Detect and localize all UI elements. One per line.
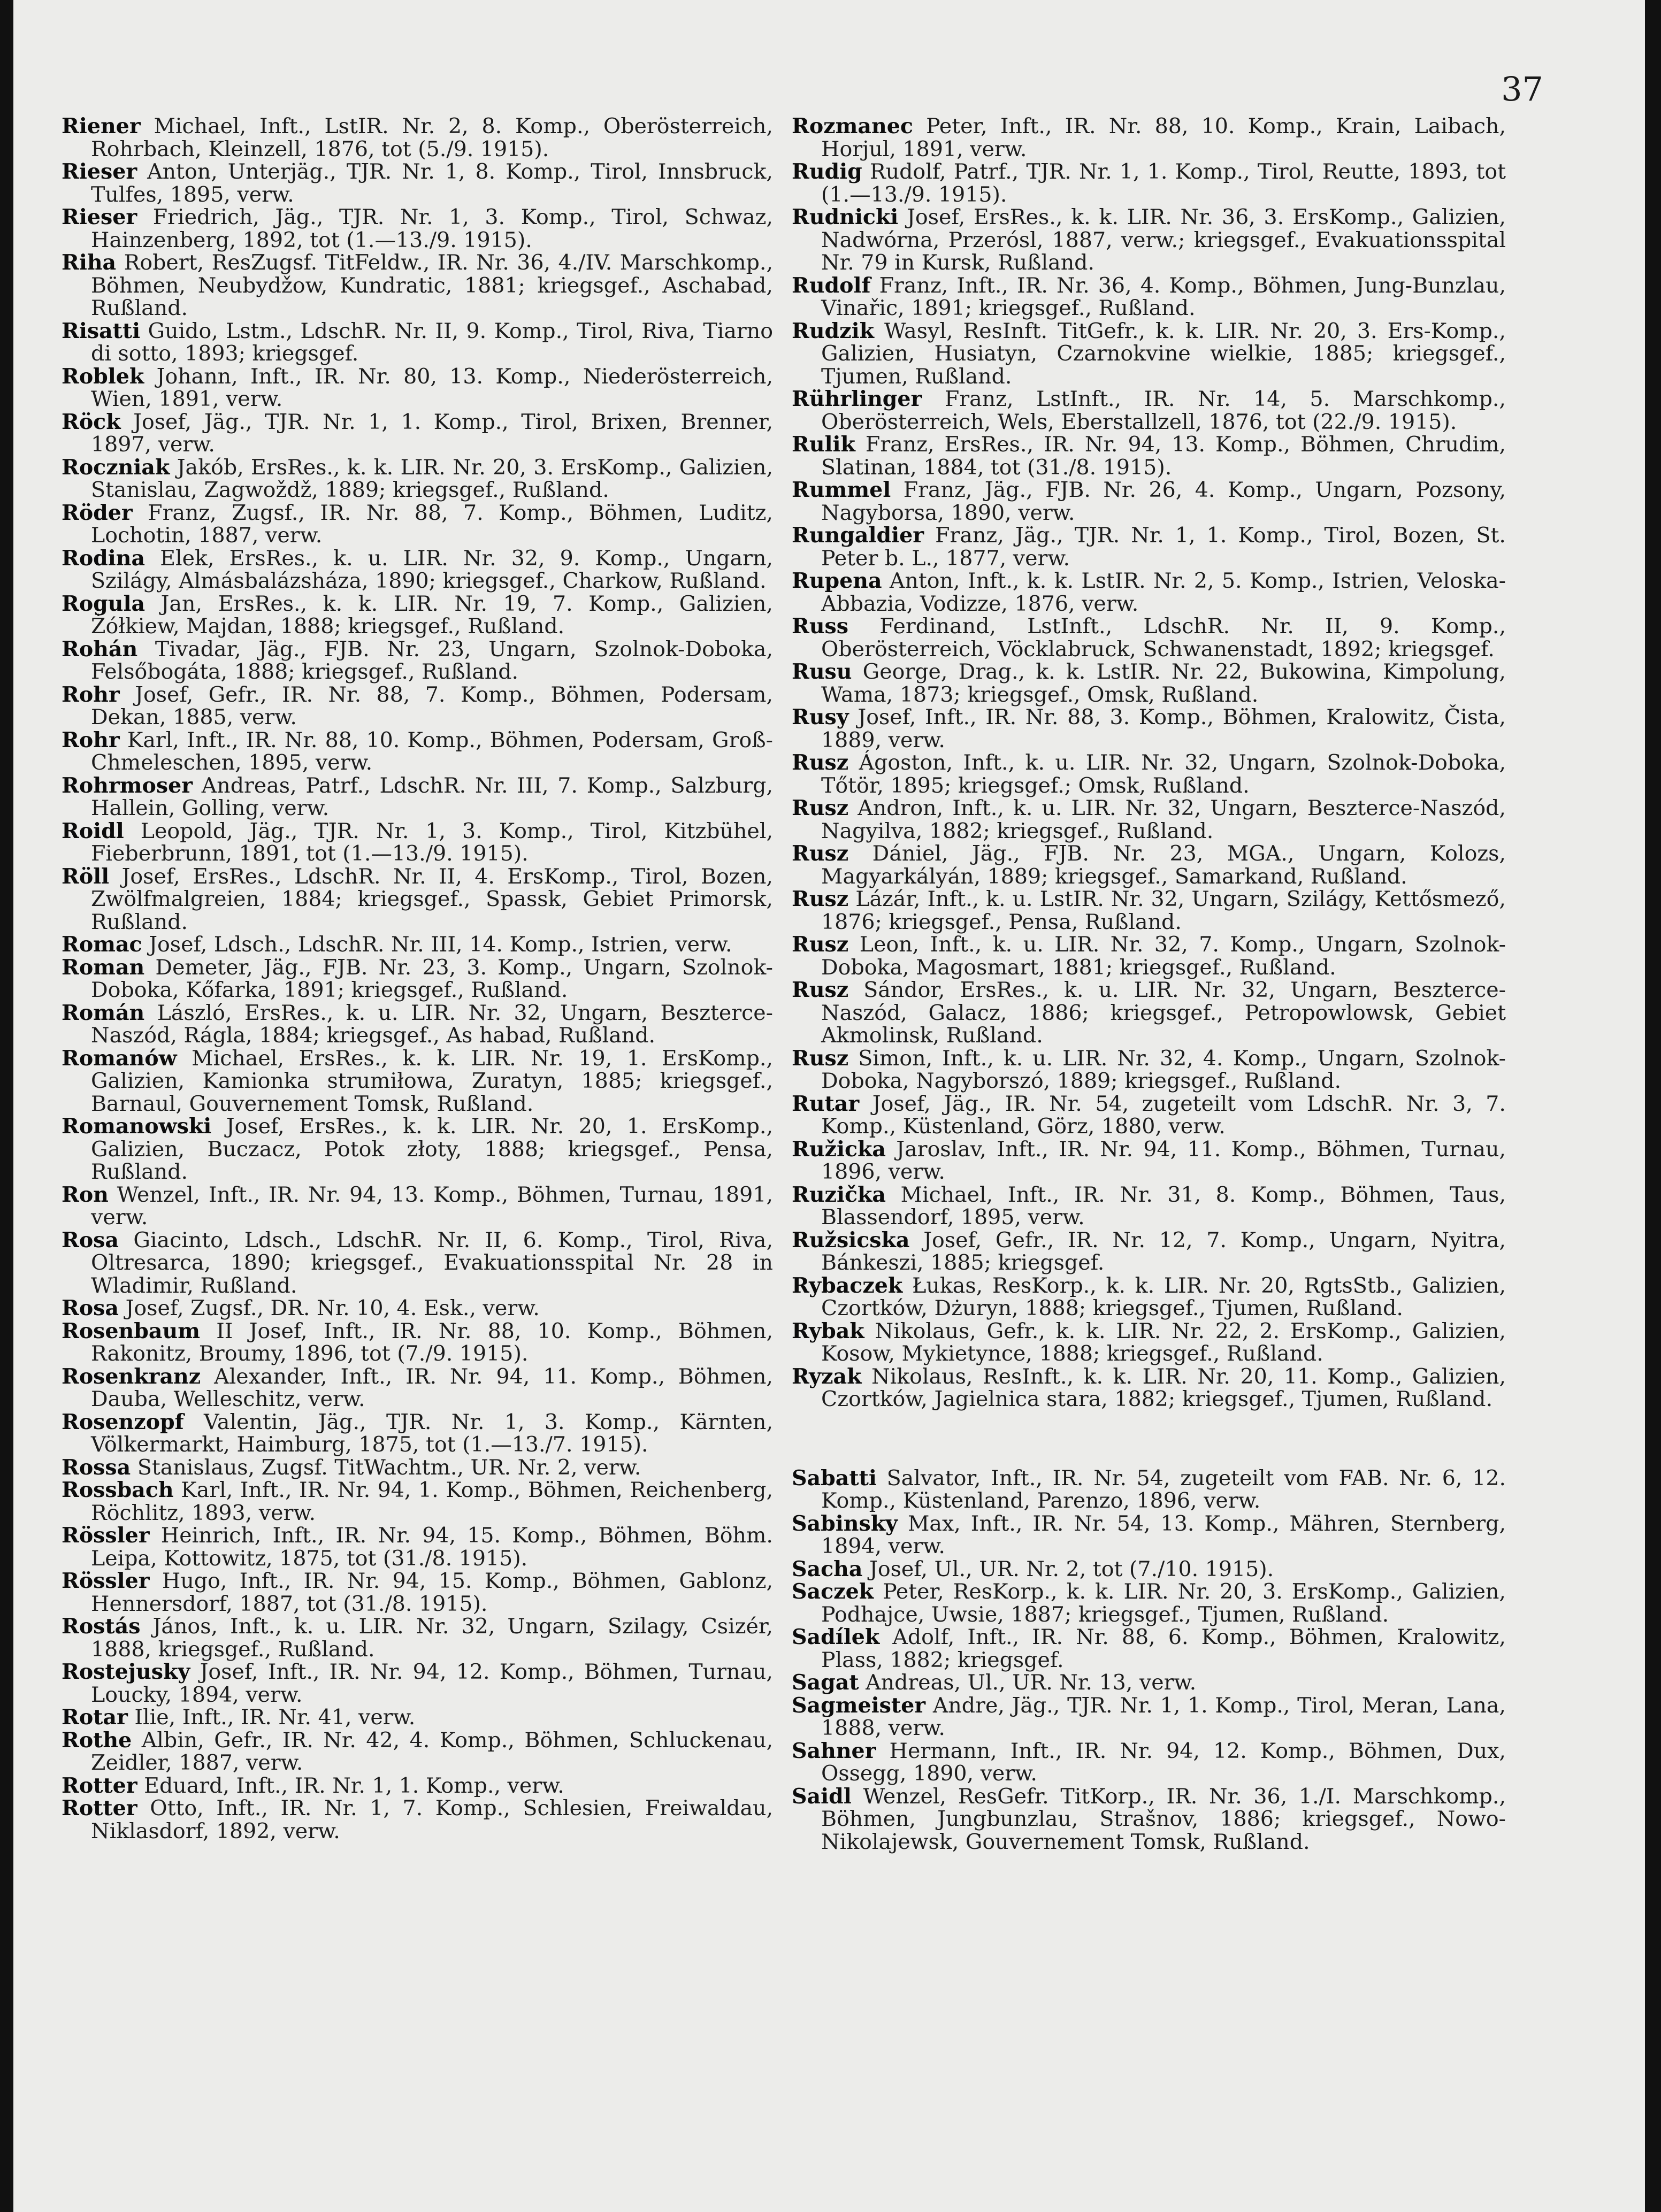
register-entry: [62, 956, 773, 1002]
entry-surname: Roblek: [62, 364, 144, 389]
entry-details: Johann, Inft., IR. Nr. 80, 13. Komp., Niederösterreich, Wien, 1891, verw.: [91, 364, 773, 411]
entry-details: Michael, Inft., IR. Nr. 31, 8. Komp., Böhmen, Taus, Blassendorf, 1895, verw.: [821, 1182, 1506, 1230]
entry-details: Franz, Zugsf., IR. Nr. 88, 7. Komp., Böhmen, Luditz, Lochotin, 1887, verw.: [91, 500, 773, 548]
entry-surname: Rusz: [792, 932, 849, 957]
entry-details: László, ErsRes., k. u. LIR. Nr. 32, Ungarn, Beszterce-Naszód, Rágla, 1884; kriegsgef., As habad, Rußland.: [91, 1000, 774, 1048]
entry-surname: Rybak: [792, 1318, 864, 1343]
register-entry: [62, 1615, 773, 1661]
entry-surname: Rudzik: [792, 318, 874, 343]
register-entry: [792, 274, 1506, 320]
register-entry: [62, 1661, 773, 1706]
entry-details: Robert, ResZugsf. TitFeldw., IR. Nr. 36, 4./IV. Marschkomp., Böhmen, Neubydžow, Kundratic, 1881; kriegsgef., Aschabad, Rußland.: [91, 250, 773, 320]
entry-details: Ilie, Inft., IR. Nr. 41, verw.: [134, 1705, 416, 1730]
entry-surname: Rieser: [62, 159, 137, 184]
register-entry: [62, 933, 773, 956]
entry-details: Eduard, Inft., IR. Nr. 1, 1. Komp., verw.: [144, 1773, 564, 1798]
entry-details: Ferdinand, LstInft., LdschR. Nr. II, 9. Komp., Oberösterreich, Vöcklabruck, Schwanenstadt, 1892; kriegsgef.: [821, 614, 1506, 662]
entry-details: Jaroslav, Inft., IR. Nr. 94, 11. Komp., Böhmen, Turnau, 1896, verw.: [821, 1136, 1506, 1184]
entry-details: Josef, ErsRes., k. k. LIR. Nr. 36, 3. ErsKomp., Galizien, Nadwórna, Przerósl, 1887, verw.; kriegsgef., Evakuationsspital Nr. 79 in Kursk, Rußland.: [821, 205, 1506, 275]
entry-details: Hermann, Inft., IR. Nr. 94, 12. Komp., Böhmen, Dux, Ossegg, 1890, verw.: [821, 1738, 1506, 1786]
entry-surname: Rusu: [792, 659, 852, 684]
entry-details: Alexander, Inft., IR. Nr. 94, 11. Komp., Böhmen, Dauba, Welleschitz, verw.: [91, 1364, 773, 1411]
register-entry: [792, 1093, 1506, 1138]
register-entry: [792, 979, 1506, 1047]
entry-surname: Rungaldier: [792, 523, 924, 548]
register-entry: [62, 115, 773, 160]
entry-details: Łukas, ResKorp., k. k. LIR. Nr. 20, RgtsStb., Galizien, Czortków, Dżuryn, 1888; kriegsgef., Tjumen, Rußland.: [821, 1273, 1506, 1320]
entry-surname: Sahner: [792, 1738, 876, 1763]
entry-surname: Romac: [62, 932, 142, 957]
register-entry: [62, 1365, 773, 1411]
entry-surname: Rummel: [792, 478, 891, 502]
entry-details: Andreas, Patrf., LdschR. Nr. III, 7. Komp., Salzburg, Hallein, Golling, verw.: [91, 773, 773, 820]
register-entry: [62, 774, 773, 820]
entry-details: Ágoston, Inft., k. u. LIR. Nr. 32, Ungarn, Szolnok-Doboka, Tőtör, 1895; kriegsgef.; Omsk, Rußland.: [821, 750, 1506, 798]
entry-details: George, Drag., k. k. LstIR. Nr. 22, Bukowina, Kimpolung, Wama, 1873; kriegsgef., Omsk, Rußland.: [821, 659, 1506, 707]
register-entry: [62, 865, 773, 934]
register-entry: [62, 1706, 773, 1729]
entry-surname: Risatti: [62, 318, 141, 343]
entry-surname: Rosenkranz: [62, 1364, 201, 1389]
entry-details: Franz, Jäg., TJR. Nr. 1, 1. Komp., Tirol, Bozen, St. Peter b. L., 1877, verw.: [821, 523, 1506, 571]
entry-surname: Rybaczek: [792, 1273, 903, 1298]
register-entry: [792, 1785, 1506, 1854]
entry-surname: Rozmanec: [792, 114, 913, 139]
register-entry: [62, 593, 773, 638]
entry-details: Sándor, ErsRes., k. u. LIR. Nr. 32, Ungarn, Beszterce-Naszód, Galacz, 1886; kriegsgef., Petropowlowsk, Gebiet Akmolinsk, Rußland.: [821, 978, 1506, 1048]
entry-details: Simon, Inft., k. u. LIR. Nr. 32, 4. Komp., Ungarn, Szolnok-Doboka, Nagyborszó, 1889; kriegsgef., Rußland.: [821, 1046, 1506, 1093]
entry-surname: Röder: [62, 500, 133, 525]
entry-surname: Saczek: [792, 1579, 874, 1604]
entry-details: Peter, ResKorp., k. k. LIR. Nr. 20, 3. ErsKomp., Galizien, Podhajce, Uwsie, 1887; kriegsgef., Tjumen, Rußland.: [821, 1579, 1506, 1627]
entry-details: Josef, Jäg., TJR. Nr. 1, 1. Komp., Tirol, Brixen, Brenner, 1897, verw.: [91, 409, 773, 457]
entry-surname: Rutar: [792, 1091, 860, 1116]
register-entry: [792, 1512, 1506, 1558]
entry-details: Josef, Jäg., IR. Nr. 54, zugeteilt vom LdschR. Nr. 3, 7. Komp., Küstenland, Görz, 1880, verw.: [821, 1091, 1506, 1139]
register-entry: [62, 206, 773, 251]
register-entry: [792, 751, 1506, 797]
entry-surname: Rusz: [792, 841, 849, 866]
entry-surname: Sabatti: [792, 1465, 877, 1491]
left-column: [62, 115, 773, 1842]
entry-surname: Rössler: [62, 1523, 150, 1548]
register-entry: [62, 820, 773, 865]
entry-details: Jakób, ErsRes., k. k. LIR. Nr. 20, 3. ErsKomp., Galizien, Stanislau, Zagwoždž, 1889; kriegsgef., Rußland.: [91, 455, 773, 502]
entry-details: Rudolf, Patrf., TJR. Nr. 1, 1. Komp., Tirol, Reutte, 1893, tot (1.—13./9. 1915).: [821, 159, 1506, 207]
register-entry: [792, 115, 1506, 160]
register-entry: [62, 1570, 773, 1615]
entry-details: Max, Inft., IR. Nr. 54, 13. Komp., Mähren, Sternberg, 1894, verw.: [821, 1511, 1506, 1558]
register-entry: [792, 1047, 1506, 1093]
entry-details: Anton, Inft., k. k. LstIR. Nr. 2, 5. Komp., Istrien, Veloska-Abbazia, Vodizze, 1876, verw.: [821, 569, 1506, 616]
register-entry: [792, 433, 1506, 479]
entry-surname: Rohrmoser: [62, 773, 193, 798]
register-entry: [62, 1729, 773, 1775]
register-entry: [62, 1797, 773, 1842]
entry-details: Demeter, Jäg., FJB. Nr. 23, 3. Komp., Ungarn, Szolnok-Doboka, Kőfarka, 1891; kriegsgef., Rußland.: [91, 955, 773, 1002]
entry-details: Guido, Lstm., LdschR. Nr. II, 9. Komp., Tirol, Riva, Tiarno di sotto, 1893; kriegsgef.: [91, 318, 773, 366]
entry-surname: Rohán: [62, 636, 138, 662]
entry-details: Hugo, Inft., IR. Nr. 94, 15. Komp., Böhmen, Gablonz, Hennersdorf, 1887, tot (31./8. 1915).: [91, 1569, 773, 1616]
register-entry: [62, 1456, 773, 1479]
register-entry: [792, 1229, 1506, 1274]
register-entry: [792, 1184, 1506, 1229]
register-entry: [792, 1320, 1506, 1365]
entry-surname: Rodina: [62, 546, 146, 571]
entry-details: Josef, Zugsf., DR. Nr. 10, 4. Esk., verw.: [125, 1296, 540, 1320]
register-entry: [62, 547, 773, 593]
entry-surname: Rostás: [62, 1614, 141, 1639]
register-entry: [792, 1138, 1506, 1184]
entry-surname: Saidl: [792, 1784, 852, 1809]
register-entry: [792, 1626, 1506, 1671]
entry-details: Wenzel, Inft., IR. Nr. 94, 13. Komp., Böhmen, Turnau, 1891, verw.: [91, 1182, 773, 1230]
entry-surname: Rosenzopf: [62, 1409, 184, 1434]
register-entry: [792, 1671, 1506, 1694]
entry-surname: Sabinsky: [792, 1511, 898, 1536]
register-entry: [792, 388, 1506, 433]
entry-surname: Rusz: [792, 978, 849, 1002]
entry-surname: Rührlinger: [792, 387, 922, 411]
entry-details: Anton, Unterjäg., TJR. Nr. 1, 8. Komp., Tirol, Innsbruck, Tulfes, 1895, verw.: [91, 159, 773, 207]
entry-surname: Román: [62, 1000, 145, 1025]
entry-details: Tivadar, Jäg., FJB. Nr. 23, Ungarn, Szolnok-Doboka, Felsőbogáta, 1888; kriegsgef., Rußland.: [91, 636, 774, 684]
entry-surname: Sagat: [792, 1670, 859, 1695]
entry-details: Josef, Inft., IR. Nr. 94, 12. Komp., Böhmen, Turnau, Loucky, 1894, verw.: [91, 1660, 773, 1707]
entry-details: Karl, Inft., IR. Nr. 94, 1. Komp., Böhmen, Reichenberg, Röchlitz, 1893, verw.: [91, 1478, 773, 1525]
entry-surname: Sadílek: [792, 1625, 880, 1649]
register-entry: [62, 456, 773, 502]
entry-details: Friedrich, Jäg., TJR. Nr. 1, 3. Komp., Tirol, Schwaz, Hainzenberg, 1892, tot (1.—13./9. 1915).: [91, 205, 773, 252]
entry-details: II Josef, Inft., IR. Nr. 88, 10. Komp., Böhmen, Rakonitz, Broumy, 1896, tot (7./9. 1915).: [91, 1318, 773, 1366]
entry-surname: Röck: [62, 409, 121, 434]
entry-surname: Rotar: [62, 1705, 128, 1730]
entry-surname: Rossbach: [62, 1478, 174, 1502]
entry-surname: Rotter: [62, 1773, 137, 1798]
entry-details: Wasyl, ResInft. TitGefr., k. k. LIR. Nr. 20, 3. Ers-Komp., Galizien, Husiatyn, Czarnokvine wielkie, 1885; kriegsgef., Tjumen, Rußland.: [821, 318, 1506, 389]
register-entry: [62, 1524, 773, 1570]
entry-surname: Rosenbaum: [62, 1318, 200, 1343]
entry-details: János, Inft., k. u. LIR. Nr. 32, Ungarn, Szilagy, Csizér, 1888, kriegsgef., Rußland.: [91, 1614, 773, 1662]
entry-surname: Rusz: [792, 796, 849, 820]
page-number: 37: [1501, 70, 1543, 109]
entry-details: Lázár, Inft., k. u. LstIR. Nr. 32, Ungarn, Szilágy, Kettősmező, 1876; kriegsgef., Pensa, Rußland.: [821, 887, 1506, 934]
register-entry: [62, 411, 773, 456]
register-entry: [792, 660, 1506, 706]
entry-details: Nikolaus, ResInft., k. k. LIR. Nr. 20, 11. Komp., Galizien, Czortków, Jagielnica stara, 1882; kriegsgef., Tjumen, Rußland.: [821, 1364, 1506, 1411]
entry-surname: Ružicka: [792, 1136, 886, 1162]
register-entry: [792, 570, 1506, 615]
document-page: [13, 0, 1645, 2212]
entry-surname: Riener: [62, 114, 141, 139]
register-entry: [62, 729, 773, 774]
entry-surname: Rössler: [62, 1569, 150, 1593]
entry-details: Josef, Ul., UR. Nr. 2, tot (7./10. 1915).: [869, 1556, 1274, 1581]
register-entry: [792, 1274, 1506, 1320]
entry-details: Leopold, Jäg., TJR. Nr. 1, 3. Komp., Tirol, Kitzbühel, Fieberbrunn, 1891, tot (1.—13./9. 1915).: [91, 818, 774, 866]
entry-surname: Rohr: [62, 682, 120, 707]
register-entry: [62, 320, 773, 365]
entry-details: Josef, Inft., IR. Nr. 88, 3. Komp., Böhmen, Kralowitz, Čista, 1889, verw.: [821, 705, 1506, 752]
entry-surname: Roman: [62, 955, 145, 980]
entry-surname: Rusz: [792, 750, 849, 775]
entry-surname: Russ: [792, 614, 849, 639]
register-entry: [62, 502, 773, 547]
register-entry: [792, 615, 1506, 660]
entry-details: Adolf, Inft., IR. Nr. 88, 6. Komp., Böhmen, Kralowitz, Plass, 1882; kriegsgef.: [821, 1625, 1506, 1672]
entry-surname: Rusy: [792, 705, 849, 729]
entry-details: Andre, Jäg., TJR. Nr. 1, 1. Komp., Tirol, Meran, Lana, 1888, verw.: [821, 1693, 1506, 1740]
entry-details: Wenzel, ResGefr. TitKorp., IR. Nr. 36, 1./I. Marschkomp., Böhmen, Jungbunzlau, Strašnov, 1886; kriegsgef., Nowo-Nikolajewsk, Gouvernement Tomsk, Rußland.: [821, 1784, 1506, 1854]
register-entry: [792, 1467, 1506, 1512]
register-entry: [62, 1297, 773, 1320]
entry-surname: Rothe: [62, 1727, 132, 1753]
register-entry: [792, 524, 1506, 570]
register-entry: [62, 160, 773, 206]
entry-details: Stanislaus, Zugsf. TitWachtm., UR. Nr. 2, verw.: [137, 1455, 641, 1480]
register-entry: [62, 1320, 773, 1365]
register-entry: [62, 365, 773, 411]
entry-surname: Rogula: [62, 591, 146, 616]
entry-details: Elek, ErsRes., k. u. LIR. Nr. 32, 9. Komp., Ungarn, Szilágy, Almásbalázsháza, 1890; kriegsgef., Charkow, Rußland.: [91, 546, 773, 593]
entry-details: Otto, Inft., IR. Nr. 1, 7. Komp., Schlesien, Freiwaldau, Niklasdorf, 1892, verw.: [91, 1796, 774, 1844]
entry-surname: Rosa: [62, 1296, 119, 1320]
entry-details: Peter, Inft., IR. Nr. 88, 10. Komp., Krain, Laibach, Horjul, 1891, verw.: [821, 114, 1506, 162]
entry-surname: Ron: [62, 1182, 109, 1207]
register-entry: [792, 1580, 1506, 1626]
entry-surname: Riha: [62, 250, 117, 275]
register-entry: [62, 1775, 773, 1798]
register-entry: [62, 1002, 773, 1047]
register-entry: [792, 933, 1506, 979]
register-entry: [62, 1479, 773, 1524]
entry-surname: Rudig: [792, 159, 862, 184]
entry-surname: Röll: [62, 864, 110, 889]
entry-surname: Rosa: [62, 1227, 119, 1253]
register-entry: [62, 683, 773, 729]
register-entry: [62, 1229, 773, 1297]
entry-surname: Rusz: [792, 1046, 849, 1071]
entry-details: Karl, Inft., IR. Nr. 88, 10. Komp., Böhmen, Podersam, Groß-Chmeleschen, 1895, verw.: [91, 727, 773, 775]
register-entry: [62, 638, 773, 683]
entry-details: Leon, Inft., k. u. LIR. Nr. 32, 7. Komp., Ungarn, Szolnok-Doboka, Magosmart, 1881; kriegsgef., Rußland.: [821, 932, 1506, 980]
register-entry: [62, 1115, 773, 1184]
register-entry: [62, 1184, 773, 1229]
entry-surname: Romanów: [62, 1046, 177, 1071]
entry-surname: Sacha: [792, 1556, 863, 1581]
register-entry: [792, 320, 1506, 388]
register-entry: [792, 797, 1506, 842]
entry-details: Andreas, Ul., UR. Nr. 13, verw.: [866, 1670, 1197, 1695]
register-entry: [792, 479, 1506, 524]
register-entry: [792, 160, 1506, 206]
register-entry: [62, 1047, 773, 1116]
section-gap: [792, 1411, 1506, 1467]
entry-details: Valentin, Jäg., TJR. Nr. 1, 3. Komp., Kärnten, Völkermarkt, Haimburg, 1875, tot (1.—13./7. 1915).: [91, 1409, 773, 1457]
right-column: [792, 115, 1506, 1853]
entry-surname: Rudolf: [792, 273, 871, 298]
entry-details: Franz, Jäg., FJB. Nr. 26, 4. Komp., Ungarn, Pozsony, Nagyborsa, 1890, verw.: [821, 478, 1506, 525]
entry-surname: Ruzička: [792, 1182, 886, 1207]
entry-surname: Rulik: [792, 432, 855, 457]
register-entry: [62, 251, 773, 320]
entry-details: Salvator, Inft., IR. Nr. 54, zugeteilt vom FAB. Nr. 6, 12. Komp., Küstenland, Parenzo, 1896, verw.: [821, 1465, 1506, 1513]
entry-details: Michael, Inft., LstIR. Nr. 2, 8. Komp., Oberösterreich, Rohrbach, Kleinzell, 1876, tot (5./9. 1915).: [91, 114, 773, 162]
entry-surname: Ryzak: [792, 1364, 862, 1389]
entry-details: Nikolaus, Gefr., k. k. LIR. Nr. 22, 2. ErsKomp., Galizien, Kosow, Mykietynce, 1888; kriegsgef., Rußland.: [821, 1318, 1506, 1366]
entry-details: Josef, Gefr., IR. Nr. 12, 7. Komp., Ungarn, Nyitra, Bánkeszi, 1885; kriegsgef.: [821, 1227, 1506, 1275]
register-entry: [792, 706, 1506, 751]
entry-details: Josef, ErsRes., k. k. LIR. Nr. 20, 1. ErsKomp., Galizien, Buczacz, Potok złoty, 1888; kriegsgef., Pensa, Rußland.: [91, 1114, 773, 1184]
entry-surname: Rotter: [62, 1796, 137, 1821]
entry-surname: Rudnicki: [792, 205, 899, 229]
register-entry: [792, 842, 1506, 888]
entry-details: Josef, Gefr., IR. Nr. 88, 7. Komp., Böhmen, Podersam, Dekan, 1885, verw.: [91, 682, 773, 729]
entry-details: Franz, LstInft., IR. Nr. 14, 5. Marschkomp., Oberösterreich, Wels, Eberstallzell, 1876, tot (22./9. 1915).: [821, 387, 1506, 434]
entry-details: Albin, Gefr., IR. Nr. 42, 4. Komp., Böhmen, Schluckenau, Zeidler, 1887, verw.: [91, 1727, 774, 1775]
entry-surname: Ružsicska: [792, 1227, 910, 1253]
entry-details: Franz, ErsRes., IR. Nr. 94, 13. Komp., Böhmen, Chrudim, Slatinan, 1884, tot (31./8. 1915).: [821, 432, 1506, 480]
entry-surname: Rossa: [62, 1455, 131, 1480]
entry-surname: Rusz: [792, 887, 849, 911]
entry-surname: Sagmeister: [792, 1693, 926, 1718]
entry-details: Josef, ErsRes., LdschR. Nr. II, 4. ErsKomp., Tirol, Bozen, Zwölfmalgreien, 1884; kriegsgef., Spassk, Gebiet Primorsk, Rußland.: [91, 864, 773, 934]
register-entry: [792, 1740, 1506, 1785]
entry-details: Dániel, Jäg., FJB. Nr. 23, MGA., Ungarn, Kolozs, Magyarkályán, 1889; kriegsgef., Samarkand, Rußland.: [821, 841, 1506, 889]
entry-surname: Rupena: [792, 569, 882, 593]
register-entry: [792, 206, 1506, 274]
entry-details: Josef, Ldsch., LdschR. Nr. III, 14. Komp., Istrien, verw.: [149, 932, 732, 957]
entry-details: Giacinto, Ldsch., LdschR. Nr. II, 6. Komp., Tirol, Riva, Oltresarca, 1890; kriegsgef., Evakuationsspital Nr. 28 in Wladimir, Rußland.: [91, 1227, 773, 1298]
entry-details: Franz, Inft., IR. Nr. 36, 4. Komp., Böhmen, Jung-Bunzlau, Vinařic, 1891; kriegsgef., Rußland.: [821, 273, 1506, 320]
register-entry: [62, 1411, 773, 1456]
entry-details: Michael, ErsRes., k. k. LIR. Nr. 19, 1. ErsKomp., Galizien, Kamionka strumiłowa, Zuratyn, 1885; kriegsgef., Barnaul, Gouvernement Tomsk, Rußland.: [91, 1046, 773, 1116]
entry-details: Heinrich, Inft., IR. Nr. 94, 15. Komp., Böhmen, Böhm. Leipa, Kottowitz, 1875, tot (31./8. 1915).: [91, 1523, 773, 1571]
entry-surname: Rostejusky: [62, 1660, 190, 1684]
entry-surname: Rieser: [62, 205, 137, 229]
register-entry: [792, 888, 1506, 933]
entry-surname: Rohr: [62, 727, 120, 752]
entry-surname: Roidl: [62, 818, 124, 843]
register-entry: [792, 1365, 1506, 1411]
entry-details: Jan, ErsRes., k. k. LIR. Nr. 19, 7. Komp., Galizien, Żółkiew, Majdan, 1888; kriegsgef., Rußland.: [91, 591, 773, 639]
entry-details: Andron, Inft., k. u. LIR. Nr. 32, Ungarn, Beszterce-Naszód, Nagyilva, 1882; kriegsgef., Rußland.: [821, 796, 1506, 843]
register-entry: [792, 1558, 1506, 1581]
register-entry: [792, 1694, 1506, 1740]
entry-surname: Romanowski: [62, 1114, 212, 1139]
entry-surname: Roczniak: [62, 455, 170, 480]
